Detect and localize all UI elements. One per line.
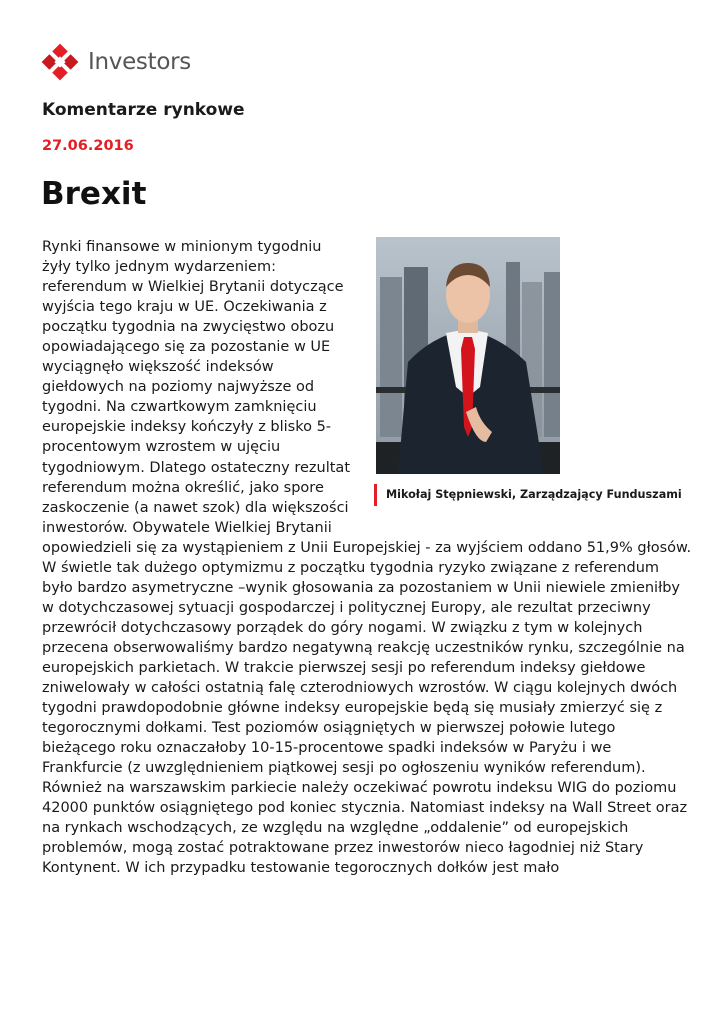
article-text: Rynki finansowe w minionym tygodniu żyły tylko jednym wydarzeniem: referendum w Wielkiej Brytanii dotyczące wyjścia tego kraju w UE. Oczekiwania z początku tygodnia na zwycięstwo obozu opowiadającego się za pozostanie w UE wyciągnęło większość indeksów giełdowych na poziomy najwyższe od tygodni. Na czwartkowym zamknięciu europejskie indeksy kończyły z blisko 5-procentowym wzrostem w ujęciu tygodniowym. Dlatego ostateczny rezultat referendum można określić, jako spore zaskoczenie (a nawet szok) dla większości inwestorów. Obywatele Wielkiej Brytanii opowiedzieli się za wystąpieniem z Unii Europejskiej - za wyjściem oddano 51,9% głosów. W świetle tak dużego optymizmu z początku tygodnia ryzyko związane z referendum było bardzo asymetryczne –wynik głosowania za pozostaniem w Unii niewiele zmieniłby w dotychczasowej sytuacji gospodarczej i politycznej Europy, ale rezultat przeciwny przewrócił dotychczasowy porządek do góry nogami. W związku z tym w kolejnych przecena obserwowaliśmy bardzo negatywną reakcję uczestników rynku, szczególnie na europejskich parkietach. W trakcie pierwszej sesji po referendum indeksy giełdowe zniwelowały w całości ostatnią falę czterodniowych wzrostów. W ciągu kolejnych dwóch tygodni prawdopodobnie główne indeksy europejskie będą się musiały zmierzyć się z tegorocznymi dołkami. Test poziomów osiągniętych w pierwszej połowie lutego bieżącego roku oznaczałoby 10-15-procentowe spadki indeksów w Paryżu i we Frankfurcie (z uwzględnieniem piątkowej sesji po ogłoszeniu wyników referendum). Również na warszawskim parkiecie należy oczekiwać powrotu indeksu WIG do poziomu 42000 punktów osiągniętego pod koniec stycznia. Natomiast indeksy na Wall Street oraz na rynkach wschodzących, ze względu na względne „oddalenie” od europejskich problemów, mogą zostać potraktowane przez inwestorów nieco łagodniej niż Stary Kontynent. W ich przypadku testowanie tegorocznych dołków jest mało (42, 239, 692, 877)
author-caption: Mikołaj Stępniewski, Zarządzający Funduszami (374, 484, 698, 506)
author-figure (368, 237, 698, 524)
investors-logo-icon (40, 42, 80, 82)
article-date: 27.06.2016 (42, 138, 134, 154)
article-title: Brexit (41, 176, 147, 212)
author-photo (376, 237, 560, 474)
investors-logo[interactable] (40, 40, 191, 84)
section-title: Komentarze rynkowe (42, 100, 245, 120)
article-body (42, 237, 692, 879)
brand-name: Investors (88, 49, 191, 75)
